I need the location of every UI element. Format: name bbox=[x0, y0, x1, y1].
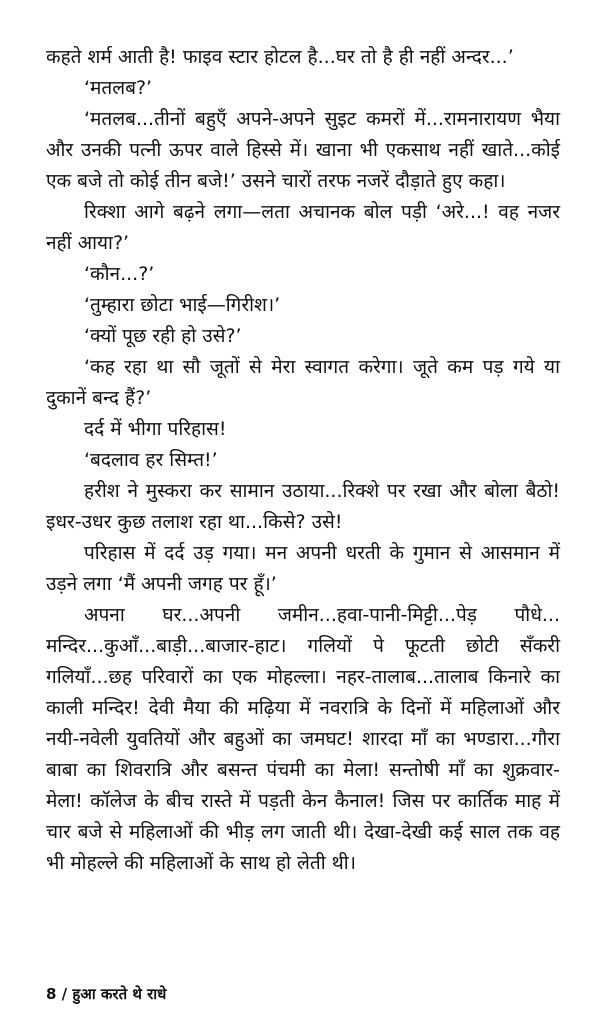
paragraph: ‘मतलब...तीनों बहुएँ अपने-अपने सुइट कमरों में...रामनारायण भैया और उनकी पत्नी ऊपर वाले हिस्से में। खाना भी एकसाथ नहीं खाते...कोई एक बजे तो कोई तीन बजे!’ उसने चारों तरफ नजरें दौड़ाते हुए कहा। bbox=[46, 108, 560, 192]
page-footer bbox=[46, 984, 166, 1004]
running-title: हुआ करते थे राधे bbox=[72, 985, 167, 1003]
paragraph: ‘मतलब?’ bbox=[84, 77, 153, 99]
paragraph: ‘बदलाव हर सिम्त!’ bbox=[84, 449, 218, 471]
paragraph: ‘कौन...?’ bbox=[84, 263, 155, 285]
body-text bbox=[46, 42, 560, 879]
page-number: 8 bbox=[46, 985, 57, 1003]
paragraph: ‘क्यों पूछ रही हो उसे?’ bbox=[84, 325, 242, 347]
paragraph: अपना घर...अपनी जमीन...हवा-पानी-मिट्टी...पेड़ पौधे... मन्दिर...कुआँ...बाड़ी...बाजार-हाट। गलियों पे फूटती छोटी सँकरी गलियाँ...छह परिवारों का एक मोहल्ला। नहर-तालाब...तालाब किनारे का काली मन्दिर! देवी मैया की मढ़िया में नवरात्रि के दिनों में महिलाओं और नयी-नवेली युवतियों और बहुओं का जमघट! शारदा माँ का भण्डारा...गौरा बाबा का शिवरात्रि और बसन्त पंचमी का मेला! सन्तोषी माँ का शुक्रवार-मेला! कॉलेज के बीच रास्ते में पड़ती केन कैनाल! जिस पर कार्तिक माह में चार बजे से महिलाओं की भीड़ लग जाती थी। देखा-देखी कई साल तक वह भी मोहल्ले की महिलाओं के साथ हो लेती थी। bbox=[46, 604, 560, 874]
footer-separator: / bbox=[61, 985, 68, 1003]
paragraph: ‘तुम्हारा छोटा भाई—गिरीश।’ bbox=[84, 294, 281, 316]
paragraph: ‘कह रहा था सौ जूतों से मेरा स्वागत करेगा। जूते कम पड़ गये या दुकानें बन्द हैं?’ bbox=[46, 356, 560, 409]
paragraph: रिक्शा आगे बढ़ने लगा—लता अचानक बोल पड़ी ‘अरे...! वह नजर नहीं आया?’ bbox=[46, 201, 560, 254]
paragraph: दर्द में भीगा परिहास! bbox=[84, 418, 227, 440]
paragraph: हरीश ने मुस्करा कर सामान उठाया...रिक्शे पर रखा और बोला बैठो! इधर-उधर कुछ तलाश रहा था...किसे? उसे! bbox=[46, 480, 560, 533]
paragraph: परिहास में दर्द उड़ गया। मन अपनी धरती के गुमान से आसमान में उड़ने लगा ‘मैं अपनी जगह पर हूँ।’ bbox=[46, 542, 560, 595]
paragraph: कहते शर्म आती है! फाइव स्टार होटल है...घर तो है ही नहीं अन्दर...’ bbox=[46, 46, 514, 68]
